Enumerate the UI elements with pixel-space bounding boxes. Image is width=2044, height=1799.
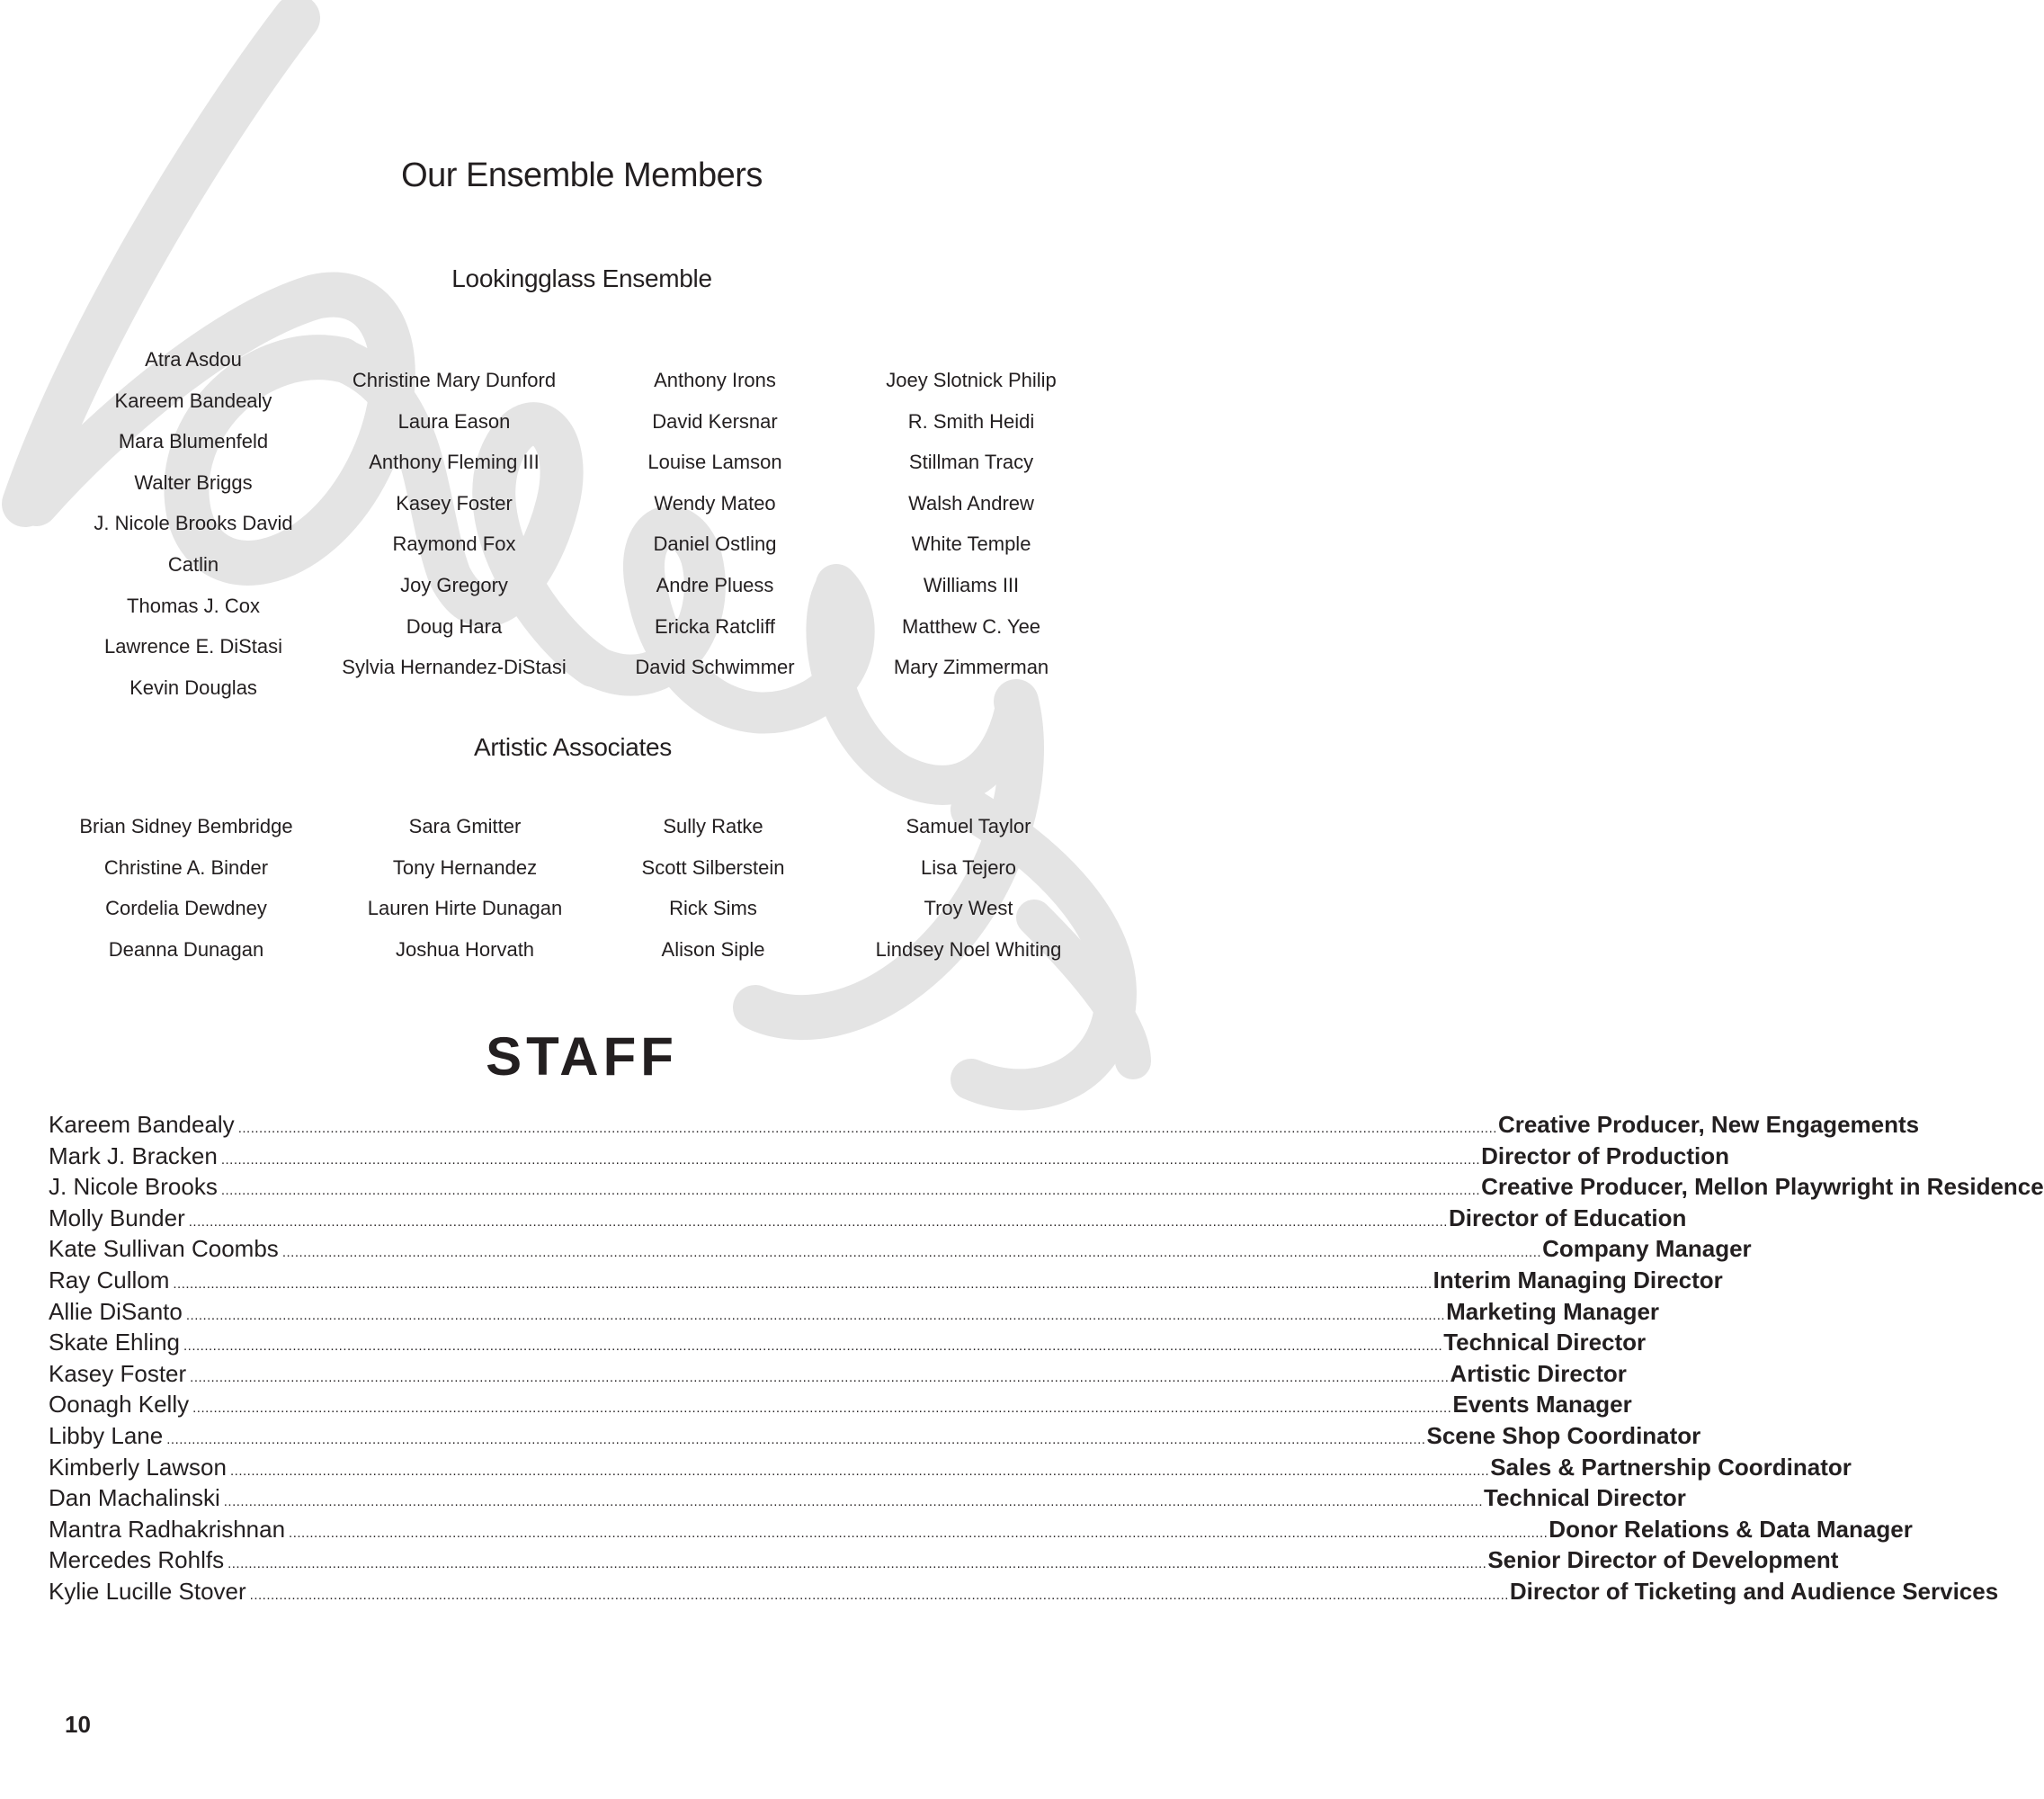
member-name: Matthew C. Yee <box>901 614 1041 638</box>
associate-name: Christine A. Binder <box>103 855 269 879</box>
associate-name: Deanna Dunagan <box>108 937 264 961</box>
associates-column-2 <box>326 806 604 970</box>
associate-name: Lindsey Noel Whiting <box>875 937 1062 961</box>
leader-dots: ............................................................................................................................................................................................................................................................................................................ <box>188 1213 1448 1230</box>
member-name: Walter Briggs <box>134 470 253 494</box>
associate-name: Alison Siple <box>661 937 765 961</box>
staff-name: Ray Cullom <box>49 1266 170 1293</box>
leader-dots: ............................................................................................................................................................................................................................................................................................................ <box>166 1431 1426 1447</box>
staff-row <box>49 1389 1632 1420</box>
ensemble-column-4 <box>832 360 1111 688</box>
staff-role: Director of Ticketing and Audience Services <box>1509 1577 1999 1605</box>
associate-name: Scott Silberstein <box>641 855 785 879</box>
ensemble-column-1 <box>54 339 333 708</box>
associates-column-4 <box>829 806 1108 970</box>
member-name: J. Nicole Brooks David <box>94 512 293 535</box>
associate-name: Cordelia Dewdney <box>105 897 267 920</box>
ensemble-column-3 <box>576 360 854 688</box>
staff-role: Company Manager <box>1542 1235 1752 1263</box>
staff-role: Creative Producer, Mellon Playwright in Residence <box>1481 1173 2044 1201</box>
staff-name: J. Nicole Brooks <box>49 1173 218 1201</box>
member-name: Kasey Foster <box>396 491 513 515</box>
leader-dots: ............................................................................................................................................................................................................................................................................................................ <box>183 1338 1443 1355</box>
staff-name: Kate Sullivan Coombs <box>49 1235 279 1263</box>
staff-heading: STAFF <box>486 1026 678 1087</box>
associate-name: Lauren Hirte Dunagan <box>367 897 563 920</box>
leader-dots: ............................................................................................................................................................................................................................................................................................................ <box>190 1369 1450 1385</box>
member-name: Anthony Fleming III <box>369 451 540 474</box>
staff-name: Mantra Radhakrishnan <box>49 1515 286 1543</box>
leader-dots: ............................................................................................................................................................................................................................................................................................................ <box>281 1245 1542 1261</box>
staff-role: Senior Director of Development <box>1487 1546 1839 1574</box>
staff-name: Dan Machalinski <box>49 1484 220 1512</box>
associates-column-1 <box>47 806 326 970</box>
member-name: Raymond Fox <box>392 533 516 556</box>
staff-row <box>49 1482 1686 1514</box>
staff-role: Director of Production <box>1481 1141 1729 1169</box>
leader-dots: ............................................................................................................................................................................................................................................................................................................ <box>249 1587 1509 1603</box>
staff-role: Interim Managing Director <box>1433 1266 1723 1293</box>
staff-name: Mercedes Rohlfs <box>49 1546 225 1574</box>
staff-row <box>49 1452 1852 1483</box>
associates-heading: Artistic Associates <box>474 733 672 761</box>
associate-name: Joshua Horvath <box>395 937 535 961</box>
staff-name: Allie DiSanto <box>49 1297 183 1325</box>
member-name: Christine Mary Dunford <box>352 369 557 391</box>
member-name: Laura Eason <box>397 409 511 433</box>
staff-name: Kasey Foster <box>49 1359 187 1387</box>
staff-row <box>49 1514 1913 1545</box>
page-title: Our Ensemble Members <box>401 157 763 194</box>
staff-row <box>49 1265 1723 1296</box>
member-name: Andre Pluess <box>656 573 774 596</box>
associate-name: Tony Hernandez <box>392 855 538 879</box>
staff-name: Kylie Lucille Stover <box>49 1577 246 1605</box>
associate-name: Samuel Taylor <box>906 815 1031 837</box>
member-name: Lawrence E. DiStasi <box>103 635 283 658</box>
member-name: Walsh Andrew <box>908 491 1034 515</box>
staff-role: Donor Relations & Data Manager <box>1549 1515 1913 1543</box>
staff-row <box>49 1171 2044 1203</box>
member-name: Joey Slotnick Philip <box>886 369 1057 391</box>
staff-row <box>49 1109 1920 1141</box>
staff-role: Artistic Director <box>1450 1359 1627 1387</box>
member-name: Mary Zimmerman <box>893 656 1049 679</box>
staff-row <box>49 1576 1999 1607</box>
staff-role: Sales & Partnership Coordinator <box>1490 1453 1852 1481</box>
leader-dots: ............................................................................................................................................................................................................................................................................................................ <box>228 1556 1487 1572</box>
associate-name: Lisa Tejero <box>921 855 1016 879</box>
staff-role: Events Manager <box>1452 1391 1632 1419</box>
staff-role: Scene Shop Coordinator <box>1426 1421 1701 1449</box>
staff-name: Molly Bunder <box>49 1204 185 1231</box>
member-name: Joy Gregory <box>400 573 508 596</box>
associate-name: Sara Gmitter <box>408 815 522 837</box>
staff-list <box>49 1109 2044 1607</box>
leader-dots: ............................................................................................................................................................................................................................................................................................................ <box>223 1494 1483 1510</box>
member-name: Mara Blumenfeld <box>118 430 269 453</box>
leader-dots: ............................................................................................................................................................................................................................................................................................................ <box>229 1463 1490 1479</box>
member-name: Stillman Tracy <box>908 451 1034 474</box>
leader-dots: ............................................................................................................................................................................................................................................................................................................ <box>185 1307 1446 1323</box>
member-name: Anthony Irons <box>654 369 776 391</box>
page-number: 10 <box>65 1711 91 1738</box>
member-name: Ericka Ratcliff <box>654 614 776 638</box>
leader-dots: ............................................................................................................................................................................................................................................................................................................ <box>289 1525 1549 1541</box>
leader-dots: ............................................................................................................................................................................................................................................................................................................ <box>220 1151 1481 1168</box>
staff-name: Mark J. Bracken <box>49 1141 218 1169</box>
ensemble-column-2 <box>315 360 594 688</box>
member-name: White Temple <box>911 533 1031 556</box>
associate-name: Brian Sidney Bembridge <box>79 815 293 837</box>
member-name: David Schwimmer <box>635 656 795 679</box>
staff-role: Marketing Manager <box>1446 1297 1660 1325</box>
staff-name: Kimberly Lawson <box>49 1453 227 1481</box>
member-name: Doug Hara <box>406 614 503 638</box>
staff-role: Creative Producer, New Engagements <box>1497 1111 1920 1138</box>
member-name: Louise Lamson <box>647 451 782 474</box>
member-name: Daniel Ostling <box>653 533 777 556</box>
staff-row <box>49 1203 1687 1234</box>
staff-row <box>49 1420 1701 1452</box>
member-name: Catlin <box>167 552 219 576</box>
staff-role: Technical Director <box>1443 1329 1647 1356</box>
staff-row <box>49 1141 1729 1172</box>
staff-row <box>49 1327 1647 1358</box>
ensemble-heading: Lookingglass Ensemble <box>451 264 712 292</box>
staff-row <box>49 1233 1752 1265</box>
member-name: Wendy Mateo <box>654 491 776 515</box>
member-name: Kareem Bandealy <box>114 389 272 412</box>
staff-role: Director of Education <box>1448 1204 1687 1231</box>
staff-name: Oonagh Kelly <box>49 1391 190 1419</box>
associate-name: Troy West <box>924 897 1013 920</box>
member-name: Sylvia Hernandez-DiStasi <box>342 656 567 679</box>
leader-dots: ............................................................................................................................................................................................................................................................................................................ <box>192 1401 1452 1417</box>
staff-row <box>49 1544 1839 1576</box>
staff-role: Technical Director <box>1484 1484 1686 1512</box>
member-name: Williams III <box>923 573 1020 596</box>
staff-row <box>49 1296 1660 1328</box>
staff-name: Kareem Bandealy <box>49 1111 235 1138</box>
member-name: Thomas J. Cox <box>127 594 260 617</box>
staff-name: Libby Lane <box>49 1421 164 1449</box>
leader-dots: ............................................................................................................................................................................................................................................................................................................ <box>173 1275 1433 1292</box>
leader-dots: ............................................................................................................................................................................................................................................................................................................ <box>220 1183 1481 1199</box>
staff-row <box>49 1358 1627 1390</box>
staff-name: Skate Ehling <box>49 1329 180 1356</box>
associates-column-3 <box>574 806 852 970</box>
member-name: David Kersnar <box>652 409 778 433</box>
member-name: R. Smith Heidi <box>907 409 1035 433</box>
member-name: Atra Asdou <box>145 348 242 371</box>
leader-dots: ............................................................................................................................................................................................................................................................................................................ <box>237 1121 1497 1136</box>
associate-name: Sully Ratke <box>663 815 763 837</box>
member-name: Kevin Douglas <box>129 676 257 699</box>
associate-name: Rick Sims <box>669 897 757 920</box>
